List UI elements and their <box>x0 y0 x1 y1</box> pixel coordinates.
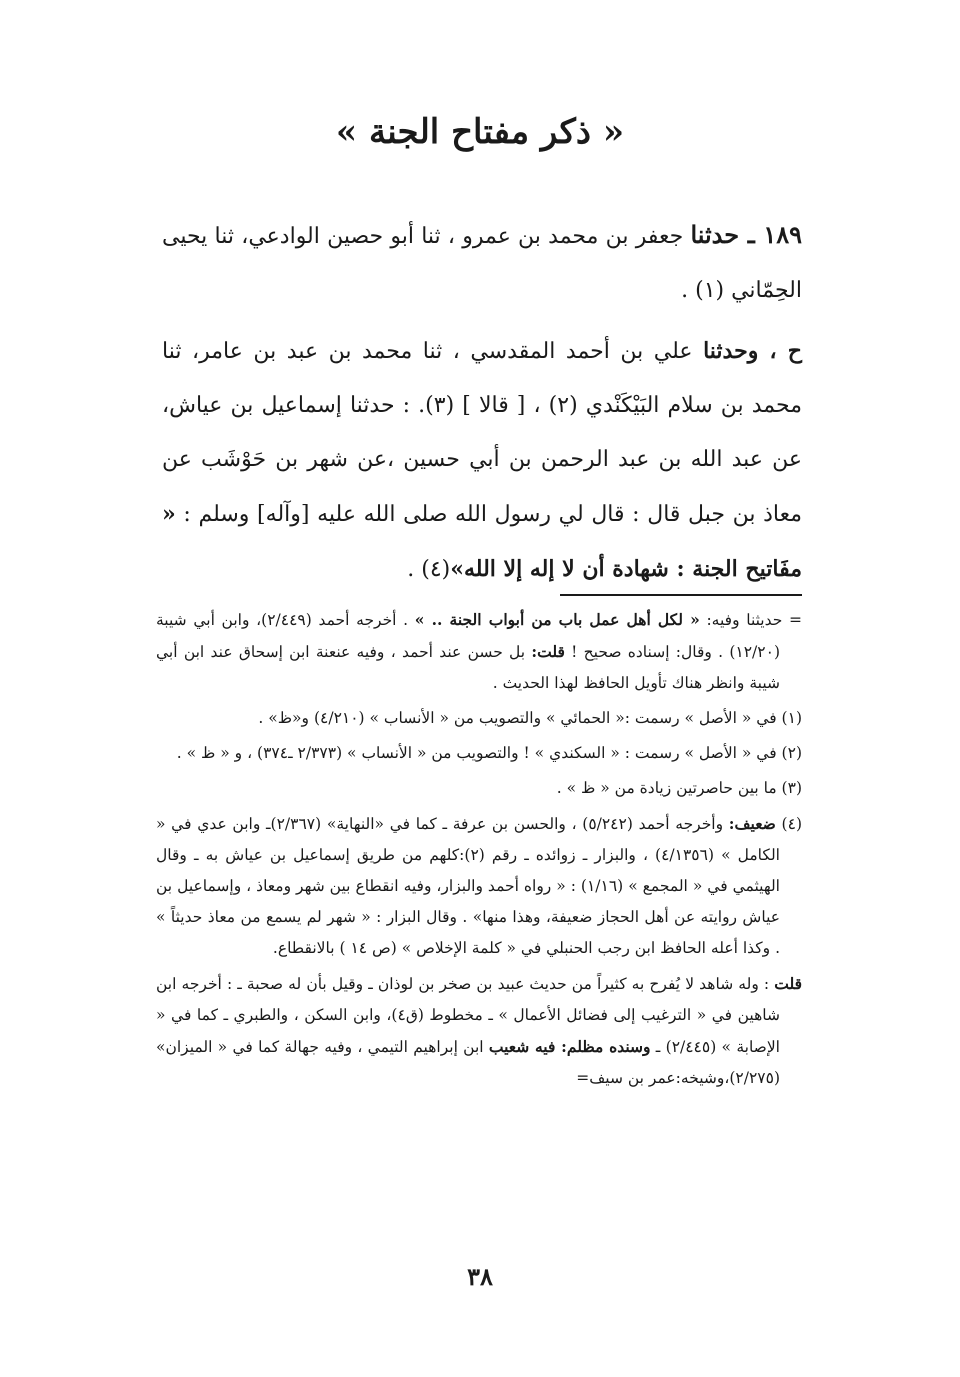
page-number: ٣٨ <box>467 1262 493 1291</box>
hadith-footnote-ref: (٤) . <box>407 557 451 582</box>
footnote-continuation: = حديثنا وفيه: « لكل أهل عمل باب من أبواب الجنة .. » . أخرجه أحمد (٢/٤٤٩)، وابن أبي شيبة (١٢/٢٠) . وقال: إسناده صحيح ! قلت: بل حسن عند أحمد ، وفيه عنعنة ابن إسحاق عند ابن أبي شيبة وانظر هناك تأويل الحافظ لهذا الحديث . <box>156 610 803 692</box>
hadith-chain-2: علي بن أحمد المقدسي ، ثنا محمد بن عبد بن عامر، ثنا محمد بن سلام البَيْكَنْدي (٢) ، [ قالا ] (٣). : حدثنا إسماعيل بن عياش، عن عبد الله بن عبد الرحمن بن أبي حسين ،عن شهر بن حَوْشَب عن معاذ بن جبل قال : قال لي رسول الله صلى الله عليه [وآله] وسلم : <box>162 339 802 527</box>
footnotes <box>156 604 802 1098</box>
hadith-text <box>162 208 802 597</box>
hadith-chain-1: جعفر بن محمد بن عمرو ، ثنا أبو حصين الوادعي، ثنا يحيى الحِمّاني (١) . <box>162 224 802 303</box>
hadith-matn: « مفَاتيح الجنة : شهادة أن لا إله إلا الله» <box>162 501 802 582</box>
footnote-2: (٢) في « الأصل » رسمت : « السكندي » ! والتصويب من « الأنساب » (٢/٣٧٣ ـ٣٧٤) ، و « ظ » . <box>176 744 802 762</box>
hadith-paragraph-2 <box>162 324 802 597</box>
footnote-4-comment: قلت : وله شاهد لا يُفرح به كثيراً من حديث عبيد بن صخر بن لوذان ـ وقيل بأن له صحبة ـ : أخرجه ابن شاهين في « الترغيب إلى فضائل الأعمال » ـ مخطوط (ق٤)، وابن السكن ، والطبري ـ كما في « الإصابة » (٢/٤٤٥) ـ وسنده مظلم: فيه شعيب ابن إبراهيم التيمي ، وفيه جهالة كما في « الميزان» (٢/٢٧٥)،وشيخه:عمر بن سيف= <box>156 974 802 1087</box>
hadith-number: ١٨٩ ـ حدثنا <box>690 220 802 249</box>
footnote-3: (٣) ما بين حاصرتين زيادة من « ظ » . <box>556 779 802 797</box>
chain-switch: ح ، وحدثنا <box>703 338 802 364</box>
section-title: « ذكر مفتاح الجنة » <box>335 112 625 152</box>
footnote-4: (٤) ضعيف: وأخرجه أحمد (٥/٢٤٢) ، والحسن بن عرفة ـ كما في «النهاية» (٢/٣٦٧)ـ وابن عدي في « الكامل » (٤/١٣٥٦) ، والبزار ـ زوائده ـ رقم (٢):كلهم من طريق إسماعيل بن عياش به ـ وقال الهيثمي في « المجمع » (١/١٦) : « رواه أحمد والبزار، وفيه انقطاع بين شهر ومعاذ ، وإسماعيل بن عياش روايته عن أهل الحجاز ضعيفة، وهذا منها» . وقال البزار : « شهر لم يسمع من معاذ حديثاً » . وكذا أعله الحافظ ابن رجب الحنبلي في « كلمة الإخلاص » (ص ١٤ ) بالانقطاع. <box>156 814 802 957</box>
footnote-1: (١) في « الأصل » رسمت :« الحمائي » والتصويب من « الأنساب » (٤/٢١٠) و«ظ» . <box>258 709 802 727</box>
hadith-paragraph-1 <box>162 208 802 318</box>
footnote-separator <box>560 594 802 596</box>
